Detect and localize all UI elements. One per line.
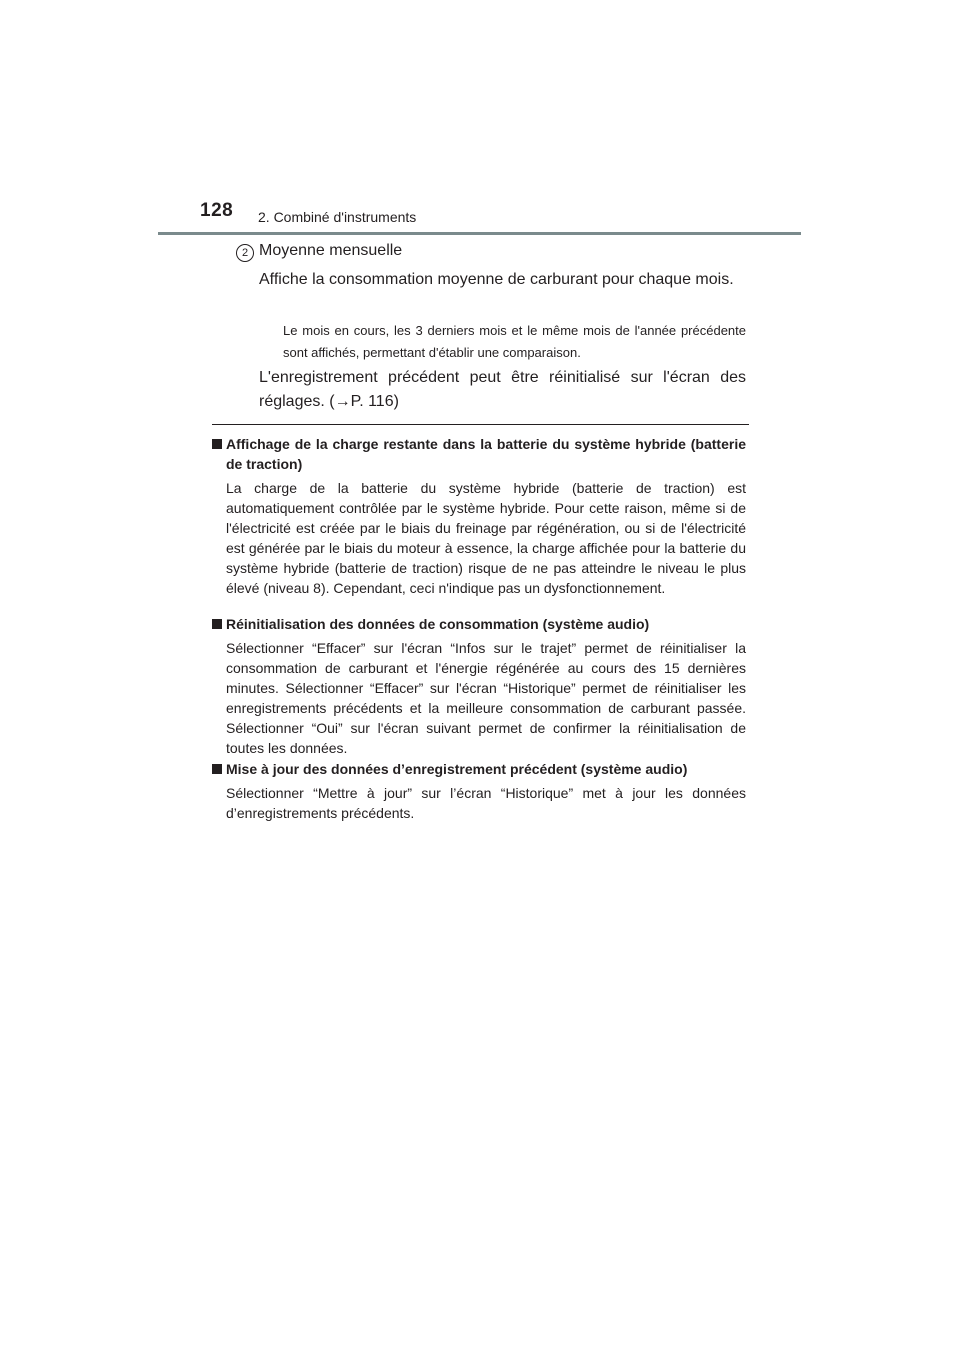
item-number-marker: 2 (236, 244, 254, 262)
section-body: Sélectionner “Mettre à jour” sur l’écran “Historique” met à jour les données d’enregistrements précédents. (226, 785, 746, 821)
section-title (212, 759, 746, 779)
item-description: Affiche la consommation moyenne de carburant pour chaque mois. (259, 271, 734, 288)
section-battery-charge (212, 434, 746, 598)
item-reset-text: L'enregistrement précédent peut être réinitialisé sur l'écran des réglages. (→P. 116) (259, 369, 746, 410)
header-rule (158, 232, 801, 235)
section-title-text: Mise à jour des données d’enregistrement précédent (système audio) (226, 761, 688, 777)
item-heading: Moyenne mensuelle (259, 242, 403, 259)
section-title (212, 434, 746, 474)
section-title (212, 614, 746, 634)
page-number: 128 (200, 200, 234, 221)
chapter-title: 2. Combiné d'instruments (258, 209, 417, 225)
square-bullet-icon (212, 439, 222, 449)
section-rule (212, 424, 749, 425)
item-note: Le mois en cours, les 3 derniers mois et le même mois de l'année précédente sont affichés, permettant d'établir une comparaison. (283, 323, 746, 360)
square-bullet-icon (212, 764, 222, 774)
section-body: Sélectionner “Effacer” sur l'écran “Infos sur le trajet” permet de réinitialiser la consommation de carburant et l'énergie régénérée au cours des 15 dernières minutes. Sélectionner “Effacer” sur l'écran “Historique” permet de réinitialiser les enregistrements précédents et la meilleure consommation de carburant passée. Sélectionner “Oui” sur l'écran suivant permet de confirmer la réinitialisation de toutes les données. (226, 640, 746, 756)
section-title-text: Affichage de la charge restante dans la batterie du système hybride (batterie de traction) (226, 436, 746, 472)
square-bullet-icon (212, 619, 222, 629)
section-reset-data (212, 614, 746, 758)
section-update-records (212, 759, 746, 823)
section-title-text: Réinitialisation des données de consommation (système audio) (226, 616, 650, 632)
section-body: La charge de la batterie du système hybride (batterie de traction) est automatiquement contrôlée par le système hybride. Pour cette raison, même si de l'électricité est créée par le biais du freinage par régénération, ou si de l'électricité est générée par le biais du moteur à essence, la charge affichée pour la batterie du système hybride (batterie de traction) risque de ne pas atteindre le niveau le plus élevé (niveau 8). Cependant, ceci n'indique pas un dysfonctionnement. (226, 480, 746, 596)
